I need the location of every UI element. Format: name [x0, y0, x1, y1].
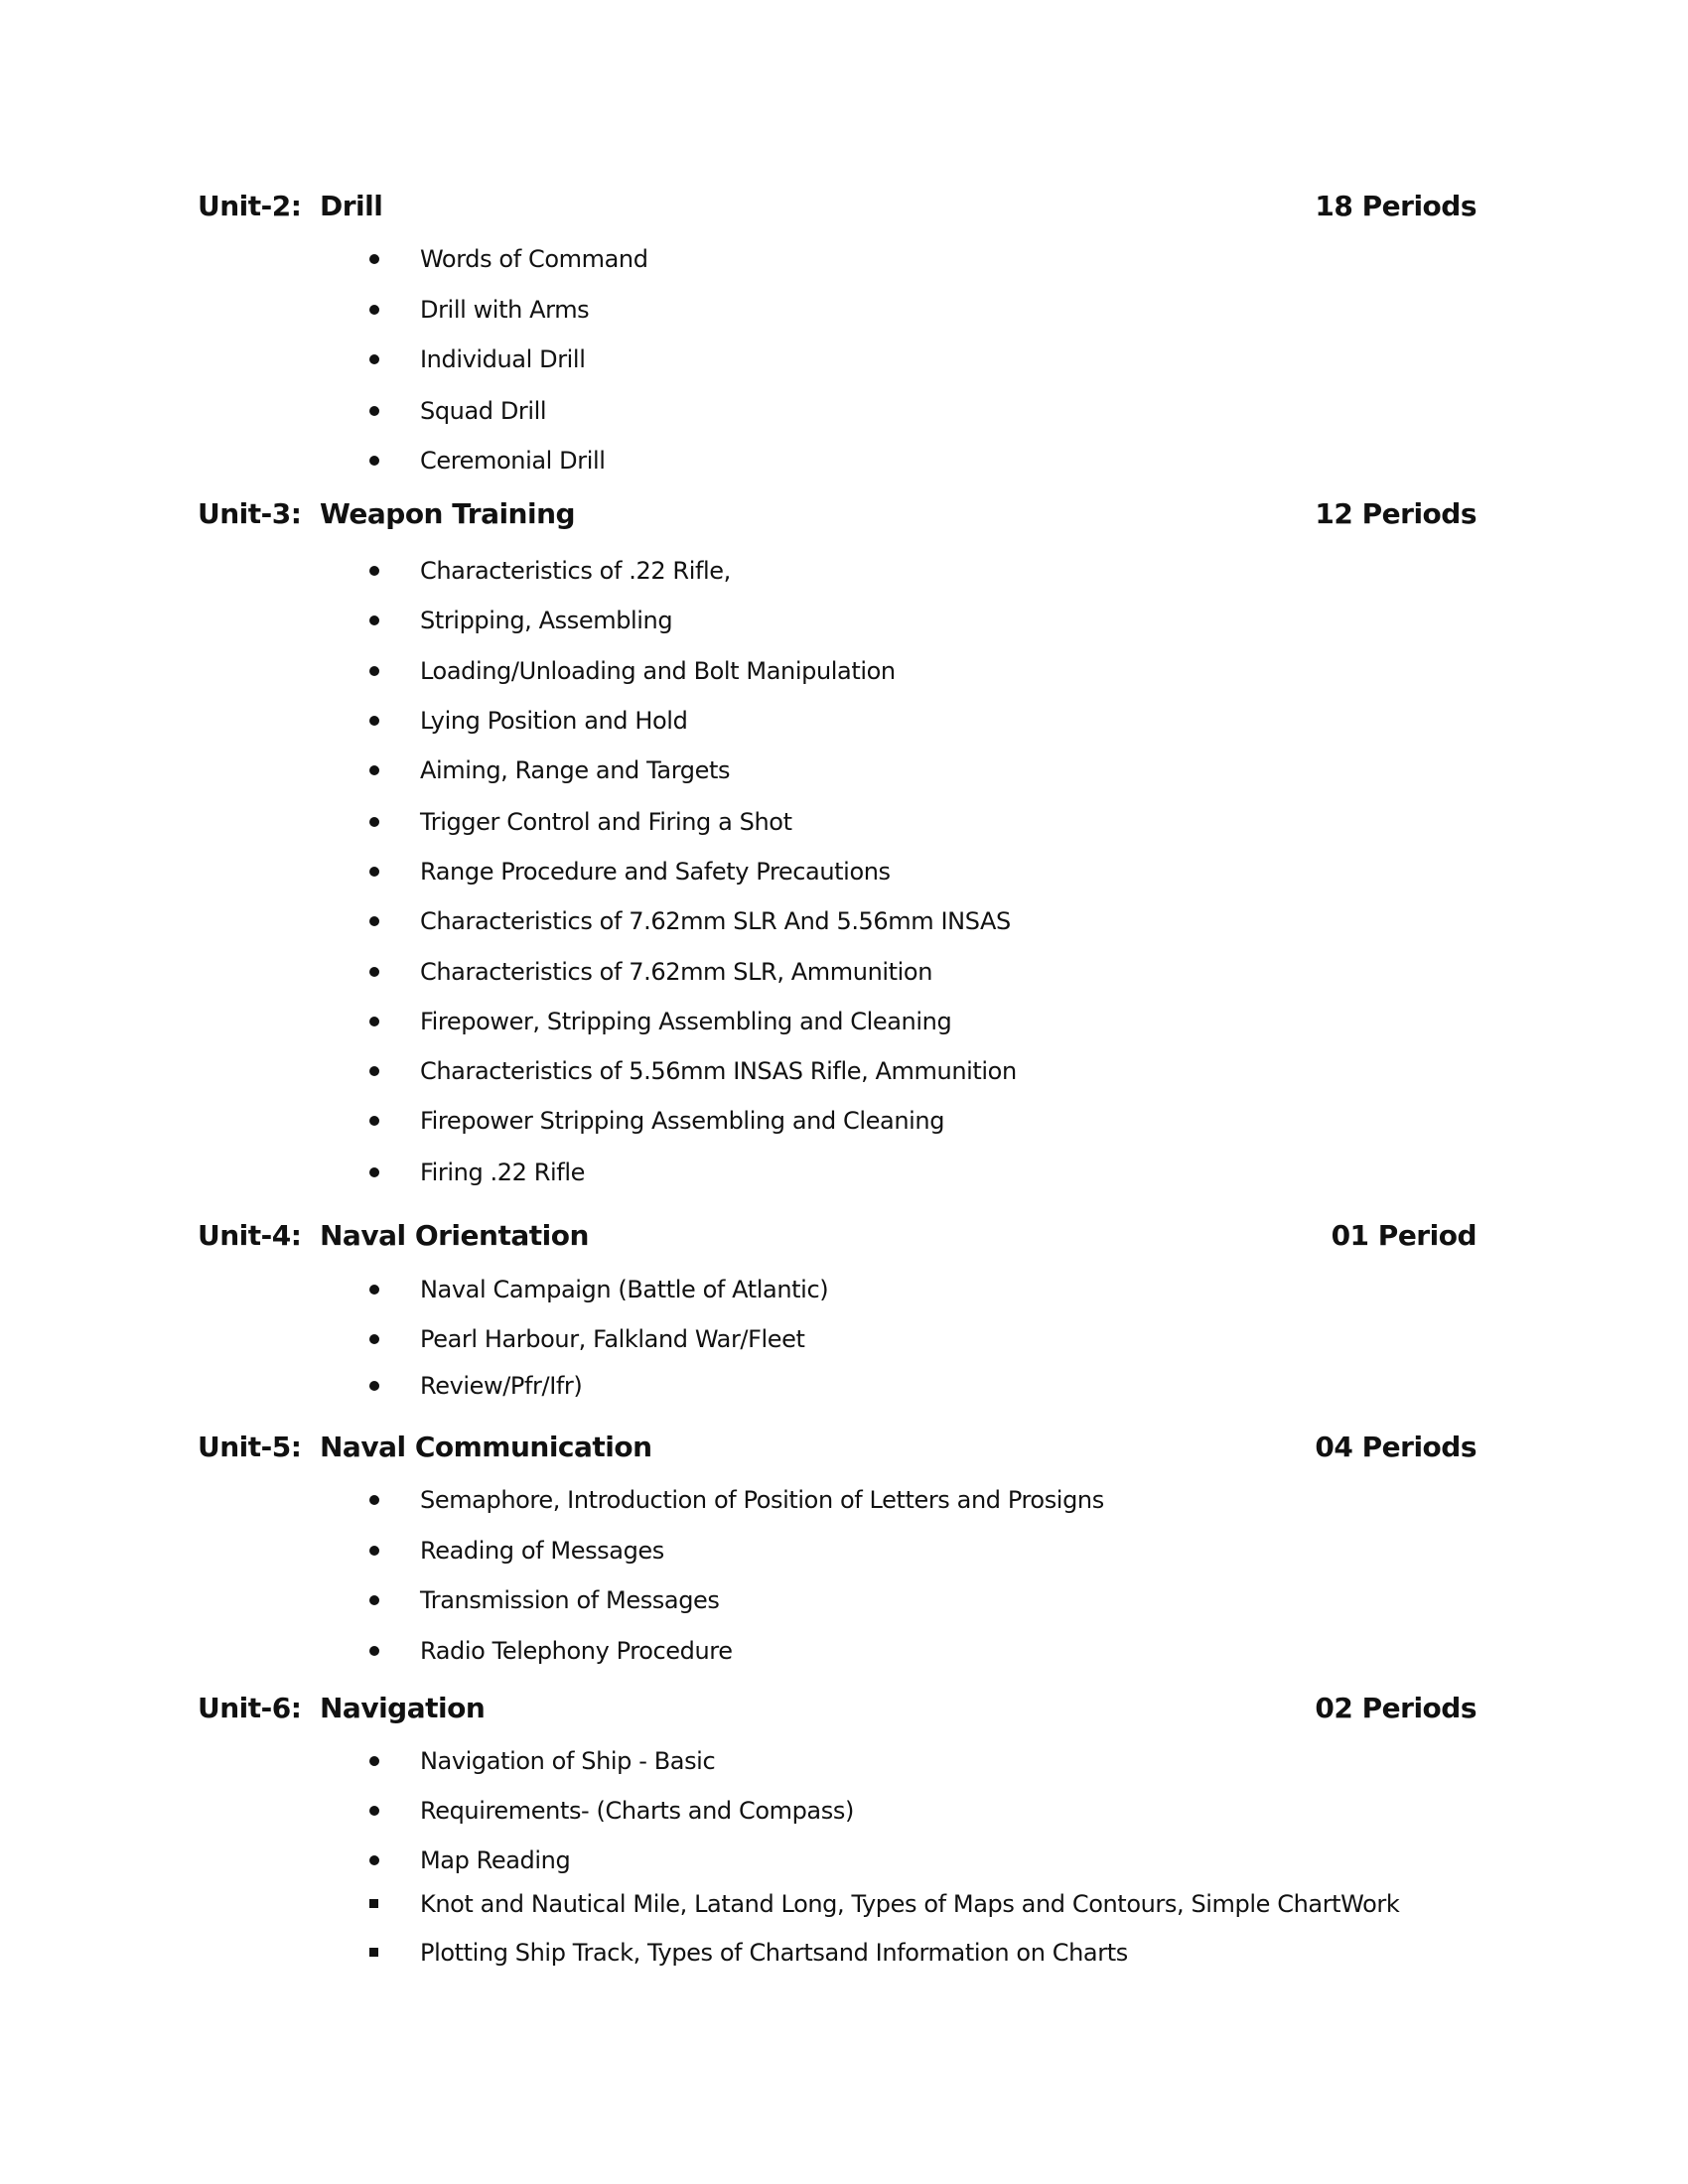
unit-periods: 04 Periods — [1315, 1431, 1477, 1463]
list-item-text: Aiming, Range and Targets — [420, 756, 731, 784]
unit-number: Unit-6: — [198, 1692, 302, 1724]
bullet-icon — [369, 716, 379, 726]
unit-periods: 18 Periods — [1315, 190, 1477, 222]
list-item-text: Naval Campaign (Battle of Atlantic) — [420, 1276, 829, 1303]
unit-periods: 01 Period — [1331, 1219, 1477, 1252]
bullet-icon — [369, 817, 379, 827]
bullet-icon — [369, 1167, 379, 1177]
bullet-icon — [369, 1495, 379, 1505]
bullet-icon — [369, 1855, 379, 1865]
unit-title: Naval Communication — [320, 1431, 652, 1463]
list-item-text: Drill with Arms — [420, 296, 590, 324]
list-item — [0, 954, 1688, 990]
unit-number: Unit-3: — [198, 497, 302, 530]
unit-heading — [0, 1691, 1688, 1726]
unit-number: Unit-4: — [198, 1219, 302, 1252]
bullet-icon — [369, 1806, 379, 1816]
unit-heading — [0, 1430, 1688, 1465]
list-item-text: Semaphore, Introduction of Position of Letters and Prosigns — [420, 1486, 1104, 1514]
list-item — [0, 752, 1688, 788]
bullet-icon — [369, 566, 379, 576]
list-item — [0, 804, 1688, 840]
list-item — [0, 653, 1688, 689]
list-item — [0, 1321, 1688, 1357]
bullet-icon — [369, 406, 379, 416]
list-item-text: Characteristics of 5.56mm INSAS Rifle, Ammunition — [420, 1057, 1017, 1085]
list-item-text: Reading of Messages — [420, 1537, 664, 1565]
list-item-text: Characteristics of .22 Rifle, — [420, 557, 731, 585]
unit-title: Drill — [320, 190, 383, 222]
list-item-text: Firing .22 Rifle — [420, 1159, 585, 1186]
bullet-icon — [369, 1116, 379, 1126]
unit-periods: 02 Periods — [1315, 1692, 1477, 1724]
list-item-text: Loading/Unloading and Bolt Manipulation — [420, 657, 896, 685]
list-item-text: Lying Position and Hold — [420, 707, 688, 735]
list-item — [0, 703, 1688, 739]
square-bullet-icon — [369, 1948, 378, 1957]
bullet-icon — [369, 1285, 379, 1295]
list-item-text: Individual Drill — [420, 345, 586, 373]
list-item — [0, 1482, 1688, 1518]
list-item-text: Transmission of Messages — [420, 1586, 720, 1614]
unit-heading — [0, 189, 1688, 224]
list-item-text: Characteristics of 7.62mm SLR, Ammunition — [420, 958, 933, 986]
list-item — [0, 292, 1688, 328]
list-item — [0, 1843, 1688, 1878]
list-item — [0, 1368, 1688, 1404]
list-item-text: Squad Drill — [420, 397, 547, 425]
bullet-icon — [369, 1381, 379, 1391]
list-item-text: Ceremonial Drill — [420, 447, 606, 475]
list-item — [0, 854, 1688, 889]
list-item — [0, 1743, 1688, 1779]
list-item-text: Review/Pfr/Ifr) — [420, 1372, 583, 1400]
square-bullet-icon — [369, 1899, 378, 1908]
list-item-text: Radio Telephony Procedure — [420, 1637, 733, 1665]
bullet-icon — [369, 1756, 379, 1766]
list-item — [0, 1793, 1688, 1829]
list-item-text: Characteristics of 7.62mm SLR And 5.56mm INSAS — [420, 907, 1011, 935]
bullet-icon — [369, 1595, 379, 1605]
list-item-text: Trigger Control and Firing a Shot — [420, 808, 792, 836]
list-item — [0, 1155, 1688, 1190]
list-item — [0, 553, 1688, 589]
bullet-icon — [369, 254, 379, 264]
bullet-icon — [369, 867, 379, 877]
list-item-text: Words of Command — [420, 245, 648, 273]
list-item — [0, 903, 1688, 939]
list-item — [0, 603, 1688, 638]
bullet-icon — [369, 1646, 379, 1656]
unit-number: Unit-2: — [198, 190, 302, 222]
list-item-text: Firepower Stripping Assembling and Cleaning — [420, 1107, 945, 1135]
list-item — [0, 1633, 1688, 1669]
bullet-icon — [369, 765, 379, 775]
list-item — [0, 1272, 1688, 1307]
bullet-icon — [369, 615, 379, 625]
unit-periods: 12 Periods — [1315, 497, 1477, 530]
unit-title: Naval Orientation — [320, 1219, 589, 1252]
list-item-text: Range Procedure and Safety Precautions — [420, 858, 891, 886]
list-item — [0, 1886, 1688, 1922]
bullet-icon — [369, 666, 379, 676]
list-item — [0, 1582, 1688, 1618]
list-item — [0, 1103, 1688, 1139]
list-item-text: Map Reading — [420, 1846, 571, 1874]
list-item-text: Plotting Ship Track, Types of Chartsand Information on Charts — [420, 1939, 1128, 1967]
bullet-icon — [369, 1017, 379, 1026]
list-item — [0, 1935, 1688, 1971]
list-item-text: Firepower, Stripping Assembling and Cleaning — [420, 1008, 952, 1035]
list-item — [0, 1004, 1688, 1039]
bullet-icon — [369, 1546, 379, 1556]
list-item-text: Requirements- (Charts and Compass) — [420, 1797, 854, 1825]
list-item — [0, 443, 1688, 478]
list-item-text: Stripping, Assembling — [420, 607, 673, 634]
list-item — [0, 241, 1688, 277]
list-item-text: Pearl Harbour, Falkland War/Fleet — [420, 1325, 805, 1353]
unit-heading — [0, 1218, 1688, 1254]
unit-number: Unit-5: — [198, 1431, 302, 1463]
bullet-icon — [369, 456, 379, 466]
bullet-icon — [369, 305, 379, 315]
list-item — [0, 1053, 1688, 1089]
unit-heading — [0, 496, 1688, 532]
list-item-text: Knot and Nautical Mile, Latand Long, Types of Maps and Contours, Simple ChartWork — [420, 1890, 1400, 1918]
bullet-icon — [369, 1066, 379, 1076]
list-item — [0, 393, 1688, 429]
list-item — [0, 1533, 1688, 1569]
list-item-text: Navigation of Ship - Basic — [420, 1747, 716, 1775]
bullet-icon — [369, 354, 379, 364]
list-item — [0, 341, 1688, 377]
bullet-icon — [369, 1334, 379, 1344]
bullet-icon — [369, 916, 379, 926]
bullet-icon — [369, 967, 379, 977]
unit-title: Weapon Training — [320, 497, 576, 530]
unit-title: Navigation — [320, 1692, 486, 1724]
